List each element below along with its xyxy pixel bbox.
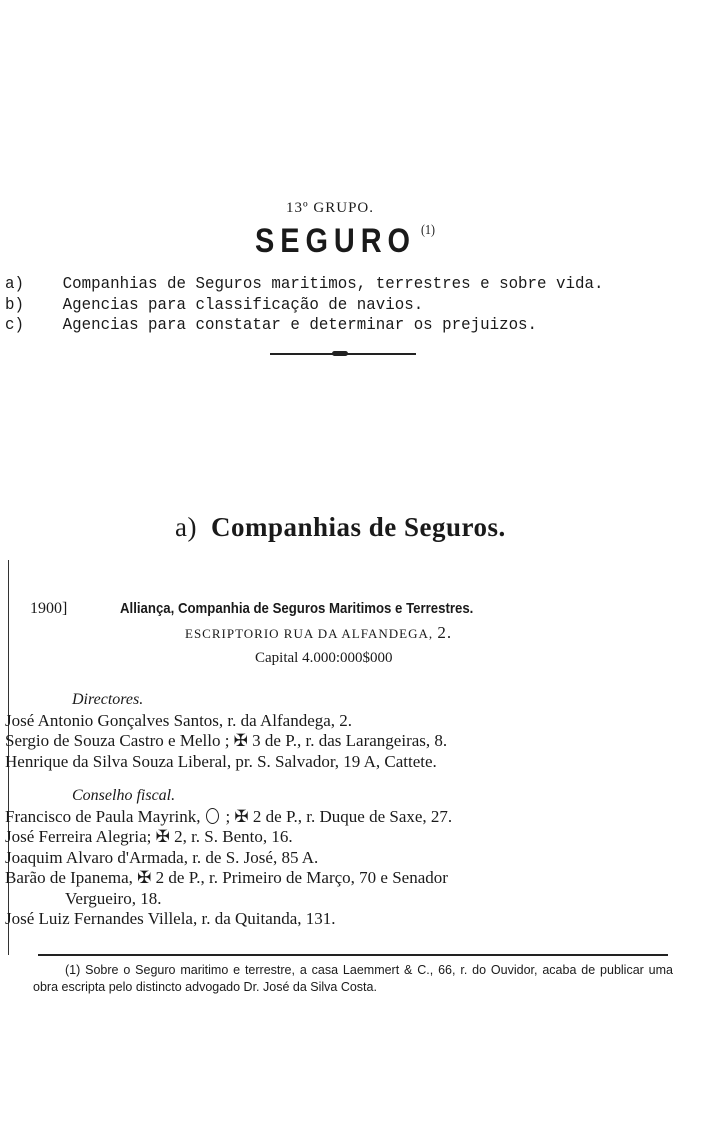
category-letter: b) [5,295,24,315]
council-heading: Conselho fiscal. [72,787,176,804]
category-text: Companhias de Seguros maritimos, terrestres e sobre vida. [62,275,604,294]
company-name: Alliança, Companhia de Seguros Maritimos e Terrestres. [120,600,474,617]
directors-heading: Directores. [72,691,144,708]
category-text: Agencias para constatar e determinar os prejuizos. [62,316,538,335]
capital: Capital 4.000:000$000 [255,650,393,666]
council-line [5,807,452,828]
director-line: Sergio de Souza Castro e Mello ; ✠ 3 de P., r. das Larangeiras, 8. [5,731,448,750]
council-line: José Luiz Fernandes Villela, r. da Quitanda, 131. [5,909,336,928]
office-street: ESCRIPTORIO RUA DA ALFANDEGA, [185,626,434,641]
page-title [255,222,435,261]
director-line: Henrique da Silva Souza Liberal, pr. S. Salvador, 19 A, Cattete. [5,751,437,771]
council-line: Barão de Ipanema, ✠ 2 de P., r. Primeiro de Março, 70 e Senador [5,868,448,887]
category-text: Agencias para classificação de navios. [62,295,424,315]
council-line: José Ferreira Alegria; ✠ 2, r. S. Bento, 16. [5,827,293,846]
footnote-rule [38,954,668,956]
category-item [5,275,603,296]
council-address: ; ✠ 2 de P., r. Duque de Saxe, 27. [225,806,453,826]
category-list [5,275,603,337]
medal-icon [206,808,219,824]
ornament-divider [270,353,416,355]
section-letter: a) [175,512,197,542]
council-name: Francisco de Paula Mayrink, [5,806,201,826]
category-letter: a) [5,275,24,294]
section-title: Companhias de Seguros. [210,512,506,542]
director-line: José Antonio Gonçalves Santos, r. da Alfandega, 2. [5,710,353,730]
office-number: 2. [437,623,453,642]
council-line-continuation: Vergueiro, 18. [65,888,162,908]
category-item [5,316,603,337]
footnote: (1) Sobre o Seguro maritimo e terrestre, a casa Laemmert & C., 66, r. do Ouvidor, acaba de publicar uma obra escripta pelo distincto advogado Dr. José da Silva Costa. [33,963,673,994]
footnote-ref: (1) [421,223,435,238]
group-heading: 13º GRUPO. [286,200,374,216]
directors-block [5,690,447,772]
council-line: Joaquim Alvaro d'Armada, r. de S. José, 85 A. [5,847,319,867]
office-address [185,623,452,643]
council-block [5,786,452,930]
title-text: SEGURO [255,222,416,260]
entry-number: 1900] [30,600,68,617]
category-letter: c) [5,316,24,335]
section-heading [175,512,506,543]
category-item [5,296,603,317]
